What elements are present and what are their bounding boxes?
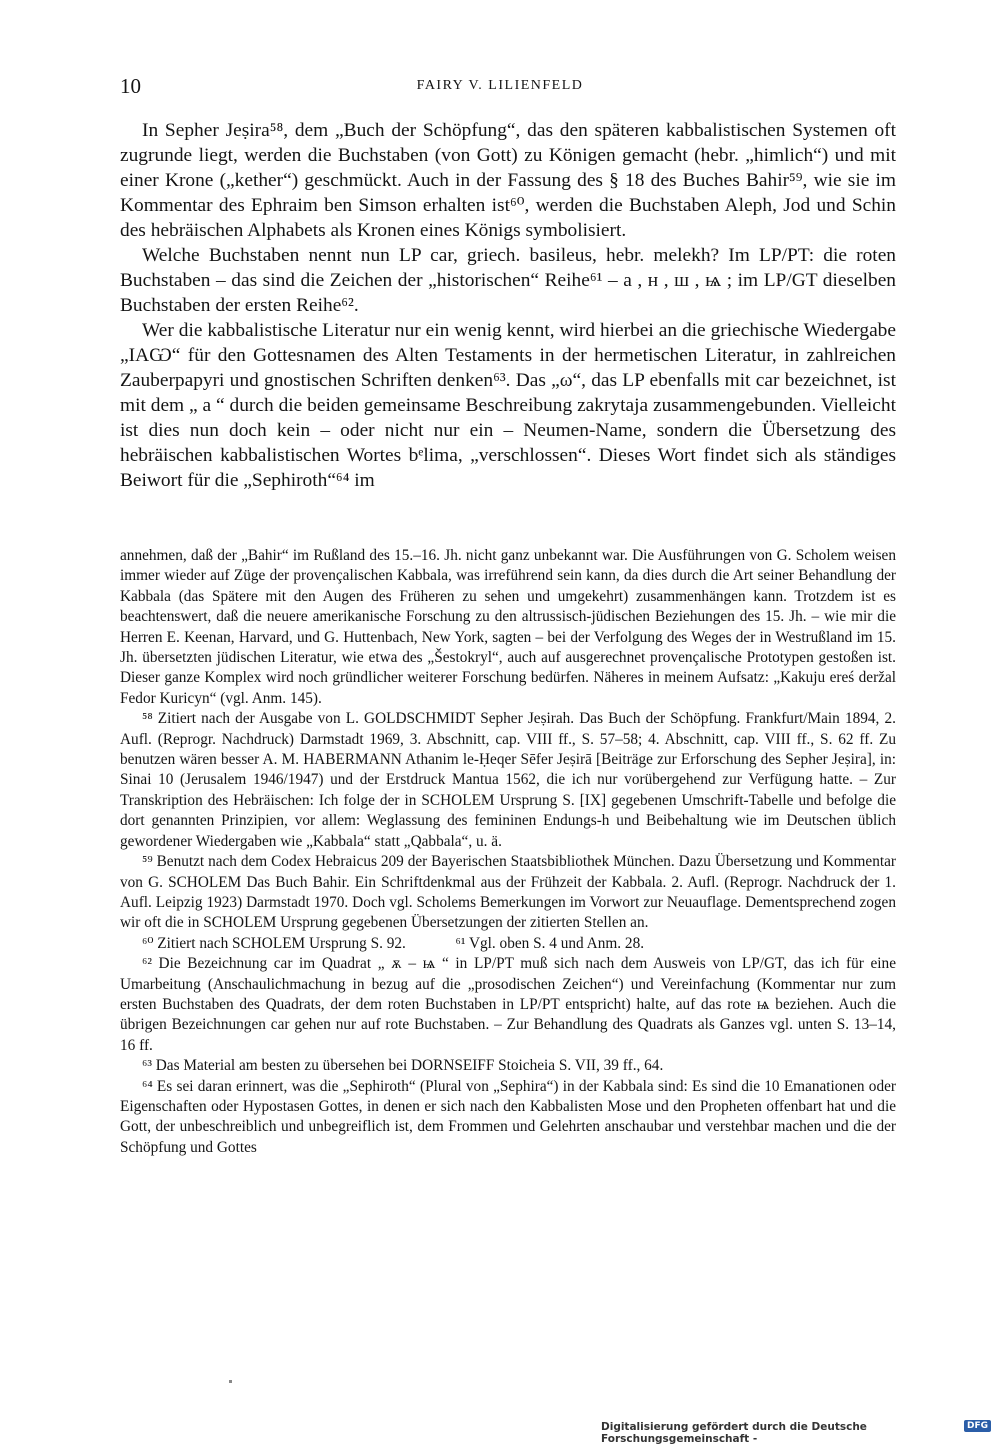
main-text: [120, 118, 896, 493]
page-number: 10: [120, 74, 141, 98]
footnote-62: ⁶² Die Bezeichnung car im Quadrat „ ѫ – ѩ “ in LP/PT muß sich nach dem Ausweis von LP/GT, das ich für eine Umarbeitung (Anschaulichmachung in bezug auf die „prosodischen Zeichen“) und Vereinfachung (Kommentar nur zum ersten Buchstaben des Quadrats, der dem roten Buchstaben in LP/PT entspricht) halte, auf das rote ѩ beziehen. Auch die übrigen Bezeichnungen car gehen nur auf rote Buchstaben. – Zur Behandlung des Quadrats als Ganzes vgl. unten S. 13–14, 16 ff.: [120, 955, 896, 1054]
footnotes: [120, 546, 896, 1158]
footnote-59: ⁵⁹ Benutzt nach dem Codex Hebraicus 209 der Bayerischen Staatsbibliothek München. Dazu Übersetzung und Kommentar von G. SCHOLEM Das Buch Bahir. Ein Schriftdenkmal aus der Frühzeit der Kabbala. 2. Aufl. (Reprogr. Nachdruck der 1. Aufl. Leipzig 1923) Darmstadt 1970. Doch vgl. Scholems Bemerkungen im Vorwort zur Neuauflage. Dementsprechend zogen wir oft die in SCHOLEM Ursprung gegebenen Übersetzungen der zitierten Stellen an.: [120, 853, 896, 932]
footnote-58: ⁵⁸ Zitiert nach der Ausgabe von L. GOLDSCHMIDT Sepher Jeṣirah. Das Buch der Schöpfung. Frankfurt/Main 1894, 2. Aufl. (Reprogr. Nachdruck) Darmstadt 1969, 3. Abschnitt, cap. VIII ff., S. 57–58; 4. Abschnitt, cap. VIII ff., S. 62 ff. Zu benutzen wären besser A. M. HABERMANN Athanim le-Ḥeqer Sēfer Jeṣirā [Beiträge zur Erforschung des Sepher Jeṣira], in: Sinai 10 (Jerusalem 1946/1947) und der Erstdruck Mantua 1562, die ich nur vorübergehend zur Verfügung hatte. – Zur Transkription des Hebräischen: Ich folge der in SCHOLEM Ursprung S. [IX] gegebenen Umschrift-Tabelle und befolge die dort genannten Prinzipien, vor allem: Weglassung des femininen Endungs-h und Beibehaltung wie im Deutschen üblich gewordener Wiedergaben wie „Kabbala“ statt „Qabbala“, u. ä.: [120, 710, 896, 850]
paragraph-3: Wer die kabbalistische Literatur nur ein wenig kennt, wird hierbei an die griechische Wiedergabe „IAѠ“ für den Gottesnamen des Alten Testaments in der hermetischen Literatur, in zahlreichen Zauberpapyri und gnostischen Schriften denken⁶³. Das „ω“, das LP ebenfalls mit car bezeichnet, ist mit dem „ а “ durch die beiden gemeinsame Beschreibung zakrytaja zusammengebunden. Vielleicht ist dies nun doch kein – oder nicht nur ein – Neumen-Name, sondern die Übersetzung des hebräischen kabbalistischen Wortes bᵉlima, „verschlossen“. Dieses Wort findet sich als ständiges Beiwort für die „Sephiroth“⁶⁴ im: [120, 320, 896, 491]
footnote-63: ⁶³ Das Material am besten zu übersehen bei DORNSEIFF Stoicheia S. VII, 39 ff., 64.: [142, 1057, 664, 1075]
paragraph-1: In Sepher Jeṣira⁵⁸, dem „Buch der Schöpfung“, das den späteren kabbalistischen Systemen oft zugrunde liegt, werden die Buchstaben (von Gott) zu Königen gemacht (hebr. „himlich“) und mit einer Krone („kether“) geschmückt. Auch in der Fassung des § 18 des Buches Bahir⁵⁹, wie sie im Kommentar des Ephraim ben Simson erhalten ist⁶⁰, werden die Buchstaben Aleph, Jod und Schin des hebräischen Alphabets als Kronen eines Königs symbolisiert.: [120, 120, 896, 241]
footnote-64: ⁶⁴ Es sei daran erinnert, was die „Sephiroth“ (Plural von „Sephira“) in der Kabbala sind: Es sind die 10 Emanationen oder Eigenschaften oder Hypostasen Gottes, in denen er sich nach den Kabbalisten Mose und den Propheten offenbart hat und die Gott, der unbeschreiblich und unbegreiflich ist, dem Frommen und Gelehrten anschaubar und verstehbar machen und die der Schöpfung und Gottes: [120, 1077, 896, 1156]
footnote-60: ⁶⁰ Zitiert nach SCHOLEM Ursprung S. 92.: [142, 934, 406, 952]
footnote-61: ⁶¹ Vgl. oben S. 4 und Anm. 28.: [455, 934, 645, 952]
footnote-continuation: annehmen, daß der „Bahir“ im Rußland des 15.–16. Jh. nicht ganz unbekannt war. Die Ausführungen von G. Scholem weisen immer wieder auf Züge der provençalischen Kabbala, was irreführend sein kann, da dies durch die Art seiner Behandlung der Kabbala (das Spätere mit den Augen des Früheren zu sehen und umgekehrt) zusammenhängen kann. Trotzdem ist es beachtenswert, daß die neuere amerikanische Forschung zu den altrussisch-jüdischen Beziehungen des 15. Jh. – wie mir die Herren E. Keenan, Harvard, und G. Huttenbach, New York, sagten – bei der Verfolgung des Weges der in Westrußland im 15. Jh. übersetzten jüdischen Literatur, wie etwa des „Šestokryl“, auch auf ausgerechnet provençalische Prototypen gestoßen ist. Dieser ganze Komplex wird noch gründlicher weiterer Forschung bedürfen. Näheres in meinem Aufsatz: „Kakuju ereś deržal Fedor Kuricyn“ (vgl. Anm. 145).: [120, 547, 896, 707]
paragraph-2: Welche Buchstaben nennt nun LP car, griech. basileus, hebr. melekh? Im LP/PT: die roten Buchstaben – das sind die Zeichen der „historischen“ Reihe⁶¹ – а , н , ш , ѩ ; im LP/GT dieselben Buchstaben der ersten Reihe⁶².: [120, 245, 896, 316]
scan-speck: [229, 1380, 232, 1383]
dfg-logo: DFG: [964, 1420, 991, 1432]
running-head: FAIRY V. LILIENFELD: [416, 78, 584, 93]
digitization-credit: Digitalisierung gefördert durch die Deutsche Forschungsgemeinschaft -: [601, 1421, 867, 1445]
footnote-60-61: [120, 934, 896, 954]
